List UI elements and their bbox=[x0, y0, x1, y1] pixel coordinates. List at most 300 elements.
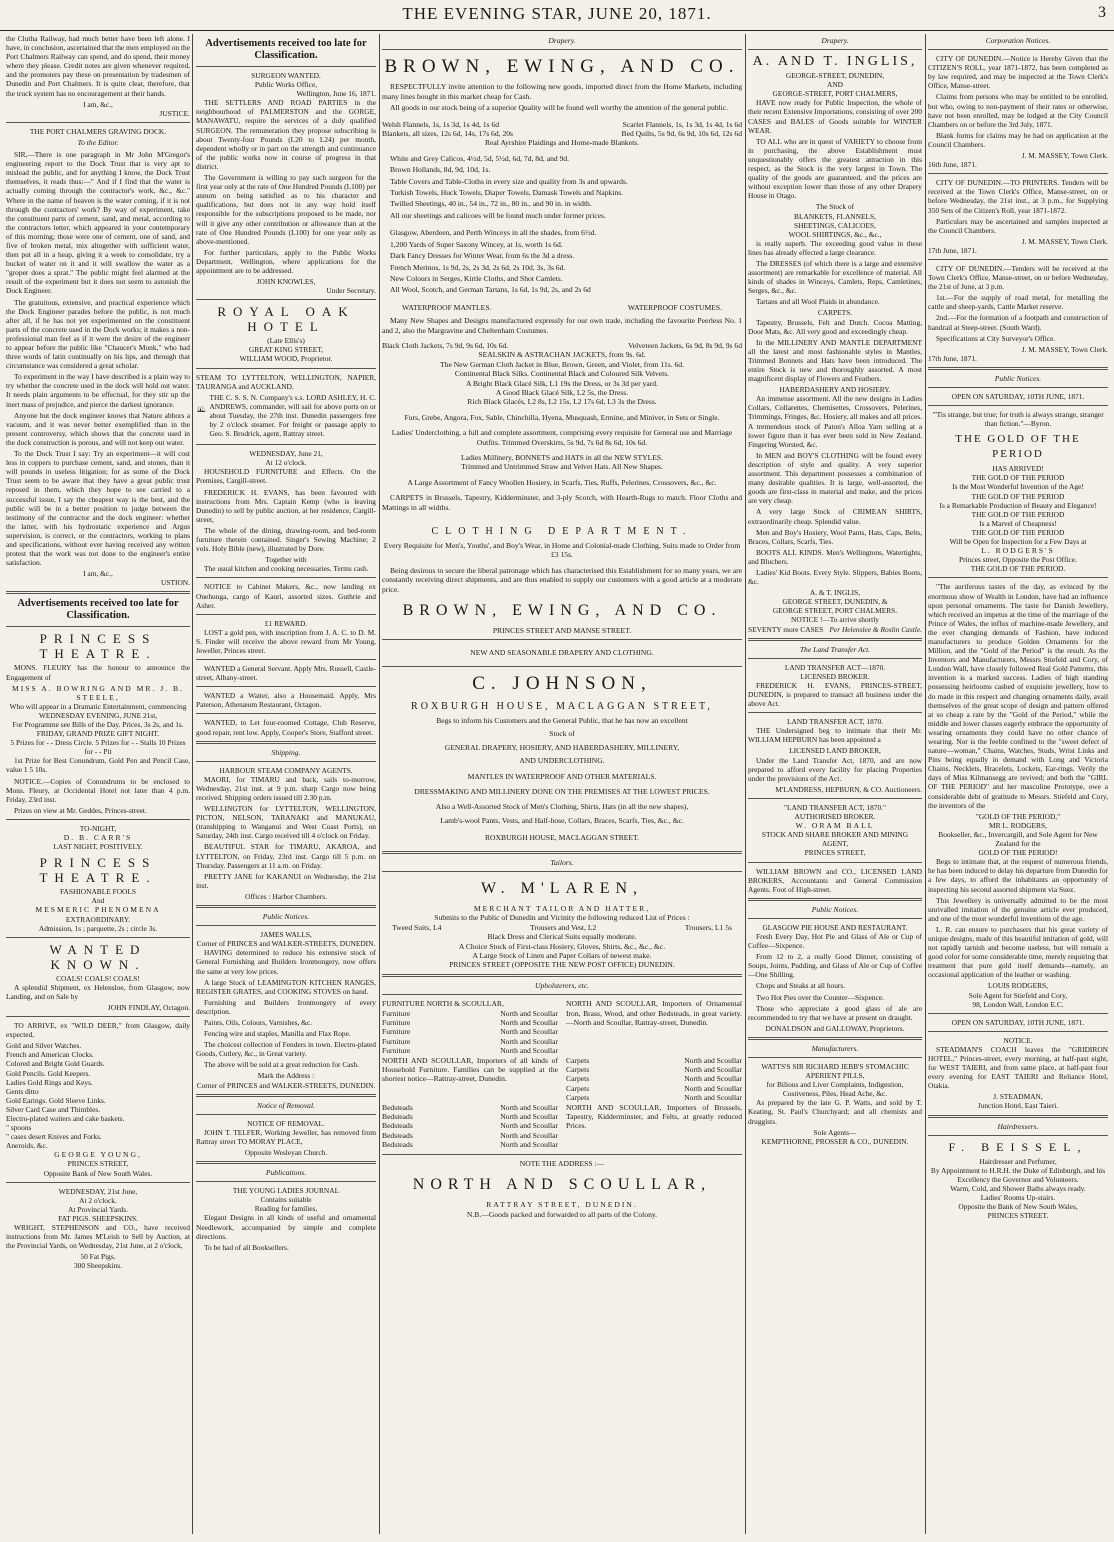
divider bbox=[196, 1161, 376, 1164]
ad-text: THE GOLD OF THE PERIOD. bbox=[970, 564, 1066, 574]
page-number: 3 bbox=[1098, 4, 1106, 21]
ad-text: In the MILLINERY AND MANTLE DEPARTMENT all the latest and most fashionable styles in Mantles, Trimmed Bonnets and Hats have been introduced. The entire Stock is new and thoroughly assorted. A most magnificent display of Flowers and Feathers. bbox=[748, 337, 922, 384]
price-item: Furs, Grebe, Angora, Fox, Sable, Chinchilla, Hyena, Musquash, Ermine, and Miniver, in Sets or Single. bbox=[404, 412, 720, 422]
list-item: Gold Earings. Gold Sleeve Links. bbox=[6, 1095, 106, 1105]
price-item: The New German Cloth Jacket in Blue, Brown, Green, and Violet, from 11s. 6d. bbox=[440, 359, 684, 369]
table-row: Bedsteads North and Scoullar bbox=[382, 1130, 558, 1140]
ad-text: Fencing wire and staples, Manilla and Flax Rope. bbox=[204, 1029, 351, 1039]
section-heading: Drapery. bbox=[821, 36, 849, 45]
list-item: Colored and Bright Gold Guards. bbox=[6, 1059, 105, 1069]
ad-text: THE GOLD OF THE PERIOD bbox=[971, 527, 1065, 537]
divider bbox=[6, 591, 190, 594]
table-row: Carpets North and Scoullar bbox=[566, 1055, 742, 1065]
ad-text: AND UNDERCLOTHING. bbox=[519, 756, 605, 766]
section-heading: Tailors. bbox=[550, 857, 574, 867]
ad-text: GEORGE YOUNG, bbox=[54, 1150, 142, 1160]
ad-heading: LAND TRANSFER ACT, 1870. bbox=[786, 717, 884, 727]
ad-text: Stock of bbox=[549, 729, 575, 739]
divider bbox=[928, 49, 1108, 50]
column-1 bbox=[6, 34, 190, 1534]
divider bbox=[748, 658, 922, 659]
divider bbox=[928, 577, 1108, 578]
ad-text: PRETTY JANE for KAKANUI on Wednesday, the 21st inst. bbox=[196, 871, 376, 890]
ad-text: RATTRAY STREET, DUNEDIN. bbox=[486, 1200, 638, 1210]
divider bbox=[196, 1114, 376, 1115]
ad-text: HOUSEHOLD FURNITURE and Effects. On the Premises, Cargill-street. bbox=[196, 467, 376, 486]
ad-heading: GLASGOW PIE HOUSE AND RESTAURANT. bbox=[762, 922, 908, 932]
table-row: Bedsteads North and Scoullar bbox=[382, 1140, 558, 1150]
ad-text: The whole of the dining, drawing-room, and bed-room furniture therein contained. Singer's Sewing Machine; 2 vols. Holy Bible (new), illustrated by Dore. bbox=[196, 525, 376, 554]
ad-text: For further particulars, apply to the Public Works Department, Wellington, where applications for the appointment are to be addressed. bbox=[196, 247, 376, 275]
ad-text: WELLINGTON for LYTTELTON, WELLINGTON, PICTON, NELSON, TARANAKI and MANUKAU, (transhipping to Wanganui and West Coast Ports), on Saturday, 24th inst. Cargo received till 4 o'clock on Friday. bbox=[196, 804, 376, 841]
ad-text: GEORGE STREET, PORT CHALMERS. bbox=[772, 606, 898, 616]
ad-heading: NOTICE OF REMOVAL. bbox=[247, 1118, 325, 1128]
divider bbox=[196, 713, 376, 714]
ad-text: WILLIAM WOOD, Proprietor. bbox=[239, 354, 333, 364]
section-heading: Shipping. bbox=[271, 747, 301, 757]
ad-text: From 12 to 2, a really Good Dinner, consisting of Soups, Joints, Pudding, and Glass of Ale or Cup of Coffee—One Shilling. bbox=[748, 952, 922, 980]
ad-text: LICENSED BROKER. bbox=[800, 671, 870, 681]
ad-text: NORTH AND SCOULLAR, Importers of Brussels, Tapestry, Kidderminster, and Felts, at greatly reduced Prices. bbox=[566, 1102, 742, 1131]
ad-text: THE GOLD OF THE PERIOD bbox=[971, 491, 1065, 501]
list-item: Silver Card Case and Thimbles. bbox=[6, 1104, 101, 1114]
ad-text: WANTED a General Servant. Apply Mrs. Russell, Castle-street, Albany-street. bbox=[196, 664, 376, 683]
price-item: 1,200 Yards of Super Saxony Wincey, at 1s, worth 1s 6d. bbox=[390, 239, 563, 249]
divider bbox=[382, 994, 742, 995]
section-heading: Notice of Removal. bbox=[257, 1100, 315, 1110]
ad-text: WANTED, to Let four-roomed Cottage, Club Reserve, good repair, rent low. Apply, Cooper's Store, Stafford street. bbox=[196, 718, 376, 737]
ad-text: FREDERICK H. EVANS, has been favoured with instructions from Mrs. Captain Kemp (who is leaving Dunedin) to sell by public auction, at her residence, Cargill-street, bbox=[196, 487, 376, 524]
ad-heading: PRINCESS THEATRE. bbox=[39, 855, 157, 886]
ad-text: Sole Agents— bbox=[813, 1127, 857, 1137]
divider bbox=[748, 862, 922, 863]
ad-text: Per Helenslee & Roslin Castle. bbox=[829, 624, 922, 634]
ad-text: BLANKETS, FLANNELS, bbox=[794, 211, 876, 221]
column-rule bbox=[925, 34, 926, 1534]
ad-text: Those who appreciate a good glass of ale are recommended to try that we have at present on draught. bbox=[748, 1003, 922, 1022]
subheading: SEALSKIN & ASTRACHAN JACKETS, from 9s. 6d. bbox=[478, 350, 646, 360]
ad-text: Contains suitable bbox=[260, 1195, 312, 1205]
ad-text: The usual kitchen and cooking necessaries. Terms cash. bbox=[204, 564, 369, 574]
column-3 bbox=[382, 34, 742, 1534]
notice-text: CITY OF DUNEDIN.—Tenders will be received at the Town Clerk's Office, Manse-street, on or before Wednesday, the 21st of June, at 3 p.m. bbox=[928, 263, 1108, 292]
divider bbox=[748, 1037, 922, 1040]
ad-text: Fresh Every Day, Hot Pie and Glass of Ale or Cup of Coffee—Sixpence. bbox=[748, 931, 922, 951]
letter-author: USTION. bbox=[161, 578, 190, 588]
ad-text: TO-NIGHT, bbox=[79, 823, 117, 833]
ad-text: THE Undersigned beg to intimate that their Mr. WILLIAM HEPBURN has been appointed a bbox=[748, 726, 922, 745]
price-item: Trousers and Vest, L2 bbox=[530, 922, 597, 932]
ad-text: is really superb. The exceeding good value in these lines has already effected a large clearance. bbox=[748, 238, 922, 257]
ad-text: PRINCES STREET, bbox=[804, 848, 866, 858]
notice-text: J. M. MASSEY, Town Clerk. bbox=[1021, 236, 1108, 246]
section-heading: Hairdressers. bbox=[997, 1121, 1039, 1131]
ad-text: Ladies' Kid Boots. Every Style. Slippers, Babies Boots, &c. bbox=[748, 567, 922, 587]
ad-text: Men and Boy's Hosiery, Wool Pants, Hats, Caps, Belts, Braces, Collars, Scarfs, Ties. bbox=[748, 527, 922, 546]
ad-text: At 2 o'clock. bbox=[79, 1195, 117, 1205]
ad-text: Many New Shapes and Designs manufactured expressly for our own trade, including the favourite Peerless No. 1 and 2, also the Margravine and Cheltenham Costumes. bbox=[382, 316, 742, 335]
divider bbox=[6, 937, 190, 938]
ad-text: GEORGE STREET, DUNEDIN, & bbox=[782, 597, 888, 607]
ad-text: 5 Prizes for - - Dress Circle. 5 Prizes for - - Stalls 10 Prizes for - - Pit bbox=[10, 738, 186, 757]
price-item: Blankets, all sizes, 12s 6d, 14s, 17s 6d, 20s bbox=[382, 129, 513, 139]
ad-text: D. B. CARR'S bbox=[63, 833, 133, 843]
ad-text: MONS. FLEURY has the honour to announce the Engagement of bbox=[6, 663, 190, 682]
ad-text: The choicest collection of Fenders in town. Electro-plated Goods, Cutlery, &c., in Great variety. bbox=[196, 1040, 376, 1059]
ad-text: JOHN FINDLAY, Octagon. bbox=[107, 1002, 190, 1012]
ad-text: NOTICE !—To arrive shortly bbox=[791, 615, 879, 625]
section-heading: Advertisements received too late for Classification. bbox=[205, 38, 367, 61]
ad-heading: FURNITURE NORTH & SCOULLAR, bbox=[382, 999, 504, 1009]
ad-text: Furnishing and Builders Ironmongery of every description. bbox=[196, 997, 376, 1016]
ad-text: DONALDSON and GALLOWAY, Proprietors. bbox=[765, 1023, 905, 1033]
ad-heading: THE GOLD OF THE PERIOD bbox=[955, 433, 1081, 461]
table-row: Carpets North and Scoullar bbox=[566, 1093, 742, 1103]
column-4 bbox=[748, 34, 922, 1534]
ad-text: FRIDAY, GRAND PRIZE GIFT NIGHT. bbox=[36, 729, 160, 739]
ad-heading: LAND TRANSFER ACT—1870. bbox=[784, 662, 886, 672]
ad-subheading: MERCHANT TAILOR AND HATTER, bbox=[473, 903, 651, 913]
ad-text: LOUIS RODGERS, bbox=[988, 981, 1048, 991]
ad-text: Together with bbox=[265, 555, 307, 565]
divider bbox=[382, 49, 742, 50]
ad-text: PRINCES STREET AND MANSE STREET. bbox=[492, 626, 632, 636]
list-item: Electro-plated waiters and cake baskets. bbox=[6, 1114, 125, 1123]
ad-text: GEORGE-STREET, PORT CHALMERS, bbox=[772, 89, 898, 99]
ad-heading: WATTS'S SIR RICHARD JEBB'S STOMACHIC APERIENT PILLS, bbox=[761, 1062, 909, 1081]
letter-text: the Clutha Railway, had much better have been left alone. I have, in conclusion, ascertained that the men employed on the Port Chalmers Railway can spend, and do spend, their money where they please. Credit notes are given whenever required, and the promoters pay these on presentation by tradesmen of Dunedin and Port Chalmers. It is quite clear, therefore, that the truck system has no encouragement at their hands. bbox=[6, 34, 190, 98]
ad-text: N.B.—Goods packed and forwarded to all parts of the Colony. bbox=[466, 1209, 658, 1219]
ad-text: STEADMAN'S COACH leaves the "GRIDIRON HOTEL," Princes-street, every morning, at half-past eight, for WEST TAIERI, and from same place, at half-past four every evening for EAST TAIERI and Reliance Hotel, Otakia. bbox=[928, 1044, 1108, 1091]
divider bbox=[196, 577, 376, 578]
ad-text: WEDNESDAY, 21st June, bbox=[58, 1186, 138, 1196]
ad-text: W. ORAM BALL bbox=[795, 821, 875, 831]
divider bbox=[748, 898, 922, 901]
ad-heading: JAMES WALLS, bbox=[260, 930, 312, 940]
price-item: All Wool, Scotch, and German Tartans, 1s 6d, 1s 9d, 2s, and 2s 6d bbox=[390, 285, 591, 295]
divider bbox=[748, 1057, 922, 1058]
price-item: Twilled Sheetings, 40 in., 54 in., 72 in., 80 in., and 90 in. in width. bbox=[390, 199, 592, 209]
newspaper-title: THE EVENING STAR, JUNE 20, 1871. bbox=[402, 4, 712, 23]
table-row: Carpets North and Scoullar bbox=[566, 1074, 742, 1084]
list-item: " cases desert Knives and Forks. bbox=[6, 1132, 102, 1142]
notice-date: 17th June, 1871. bbox=[928, 353, 977, 363]
table-row: Furniture North and Scoullar bbox=[382, 1027, 558, 1037]
divider bbox=[382, 851, 742, 854]
ad-text: MR L. RODGERS, bbox=[989, 820, 1047, 830]
ad-text: FASHIONABLE FOOLS bbox=[59, 887, 137, 897]
north-scoullar-grid bbox=[382, 999, 742, 1150]
article-paragraph: To the Dock Trust I say: Try an experiment—it will cost less in coppers to purchase cement, sand, and stones, than it will pounds in useless litigation; for as some of the Dock Trust seem to be aware that they have a great public trust reposed in them, which they hope to see carried to a successful issue, I say the cheapest way is the best, and the public will be in a better position to judge between the testimony of the contractor and the dock engineer: whether the latter, with his hydrostatic experience and Argus supervision, is correct, or the contractors, working to plans and specifications, without ever having received any written protest that the work was not done to the engineer's entire satisfaction. bbox=[6, 449, 190, 568]
ad-text: 300 Sheepskins. bbox=[73, 1261, 123, 1271]
ad-text: MESMERIC PHENOMENA bbox=[35, 905, 161, 915]
article-paragraph: The gratuitous, extensive, and practical experience which the Dock Engineer parades before the public, is not much after all, if he has not yet experimented on the constituent parts of the concrete used in the Dock works; it makes a non-professional man feel as if it were the desire of the engineer to appear before the public like "Chaucer's Monk," who had three words of latin continually on his lips, and through that circumstance was considered a great scholar. bbox=[6, 297, 190, 371]
price-item: Trousers, L1 5s bbox=[684, 922, 732, 932]
ad-text: Begs to intimate that, at the request of numerous friends, he has been induced to delay his departure from Dunedin for a few days, to afford the inhabitants an opportunity of inspecting his second assorted shipment via Suez. bbox=[928, 857, 1108, 894]
ad-text: AUTHORISED BROKER. bbox=[794, 812, 876, 822]
ad-text: Public Works Office, bbox=[254, 80, 318, 90]
price-item: Dark Fancy Dresses for Winter Wear, from 6s the 3d a dress. bbox=[390, 251, 575, 261]
divider bbox=[928, 173, 1108, 174]
ad-text: Bookseller, &c., Invercargill, and Sole Agent for New Zealand for the bbox=[938, 829, 1098, 849]
section-heading: Advertisements received too late for Classification. bbox=[17, 598, 179, 622]
ad-text: NORTH AND SCOULLAR, Importers of all kinds of Household Furniture. Families can be supplied at the shortest notice—Rattray-street, Dunedin. bbox=[382, 1055, 558, 1084]
ad-text: A. & T. INGLIS, bbox=[809, 588, 861, 598]
divider bbox=[196, 614, 376, 615]
ad-text: LICENSED LAND BROKER, bbox=[789, 746, 881, 756]
ad-text: Hairdresser and Perfumer, bbox=[979, 1156, 1057, 1166]
ad-text: KEMPTHORNE, PROSSER & CO., DUNEDIN. bbox=[761, 1136, 909, 1146]
price-item: A Large Assortment of Fancy Woollen Hosiery, in Scarfs, Ties, Ruffs, Pelerines, Crossovers, &c., &c. bbox=[407, 477, 717, 487]
notice-text: Specifications at City Surveyor's Office. bbox=[936, 333, 1056, 343]
ad-text: NOTICE.—Copies of Conundrums to be enclosed to Mons. Fleury, at Occidental Hotel not later than 4 p.m. Friday, 23rd inst. bbox=[6, 776, 190, 804]
ad-text: M'LANDRESS, HEPBURN, & CO. Auctioneers. bbox=[775, 784, 922, 794]
subheading: WATERPROOF MANTLES. bbox=[402, 302, 492, 312]
notice-text: Blank forms for claims may be had on application at the Council Chambers. bbox=[928, 130, 1108, 149]
list-item: " spoons bbox=[6, 1123, 32, 1133]
ad-text: And bbox=[91, 896, 105, 906]
price-item: Brown Hollands, 8d, 9d, 10d, 1s. bbox=[390, 165, 491, 175]
section-heading: Corporation Notices. bbox=[985, 36, 1051, 45]
column-5 bbox=[928, 34, 1108, 1534]
table-row: Bedsteads North and Scoullar bbox=[382, 1102, 558, 1112]
ad-text: "The auriferous tastes of the day, as evinced by the enormous show of Wealth in London, have had an influence upon personal ornaments. The taste for Danish Jewellery, which received an impetus at the time of the marriage of the Prince of Wales, the influx of machine-made Jewellery, and the ever changing demands of Fashion, have induced manufacturers to produce Golden Ornaments for the Million, and the "Gold of the Period" is the result. As the Inventors and Manufacturers, Messrs Stiefeld and Cory, of London Wall, have closely followed Real Gold Patterns, this invention is a marked success. Ladies of high standing possessing heirlooms cashed of exquisite jewellery, how to do made in this respect and changing ornaments daily, avail themselves of the great scope of design and pattern offered at so cheap a rate by the "Gold of the Period," while the middle and lower classes eagerly embrace the opportunity of wearing ornaments they could have no other chance of wearing. Nor is the feeble confined to the "sweet defect of nature—woman," Chains, Watches, Studs, Wrist Links and Pins being equally in demand with Long and Victoria Chains, Necklets, Bracelets, Lockets, Ear-rings. Verily the days of Miss Kilmansegg are revived; and both the "GIRL OF THE PERIOD" and her masculine Prototype, owe a considerable debt of gratitude to Messrs. Stiefeld and Cory, the inventors of the bbox=[928, 582, 1108, 810]
divider bbox=[928, 405, 1108, 406]
price-item: French Merinos, 1s 9d, 2s, 2s 3d, 2s 6d, 2s 10d, 3s, 3s 6d. bbox=[390, 262, 566, 272]
notice-text: CITY OF DUNEDIN.—Notice is Hereby Given that the CITIZEN'S ROLL, year 1871-1872, has been completed as by law required, and may be inspected at the Town Clerk's Office, Manse-street. bbox=[928, 54, 1108, 91]
divider bbox=[6, 122, 190, 123]
ad-text: Also a Well-Assorted Stock of Men's Clothing, Shirts, Hats (in all the new shapes), bbox=[435, 802, 689, 812]
notice-text: Claims from persons who may be entitled to be enrolled, but who, owing to non-payment of their rates or otherwise, have not been enrolled, may be lodged at the City Council Chambers on or before the 3rd July, 1871. bbox=[928, 92, 1108, 129]
ad-text: J. STEADMAN, bbox=[993, 1092, 1043, 1102]
ad-text: This Jewellery is universally admitted to be the most unrivalled imitation of the genuine article ever produced, and one of the most wonderful inventions of the age. bbox=[928, 895, 1108, 923]
letter-sign: I am, &c., bbox=[83, 569, 113, 579]
ad-text: NOTICE to Cabinet Makers, &c., now landing ex Onehunga, cargo of Kauri, assorted sizes. Guthrie and Asher. bbox=[196, 582, 376, 610]
ad-heading: BROWN, EWING, AND CO. bbox=[384, 56, 740, 78]
section-heading: Publications. bbox=[265, 1168, 307, 1178]
divider bbox=[382, 1154, 742, 1155]
price-item: Velveteen Jackets, 6s 9d, 8s 9d, 9s 6d bbox=[628, 340, 742, 350]
ad-text: Warm, Cold, and Shower Baths always ready. bbox=[950, 1183, 1086, 1193]
ad-heading: C. JOHNSON, bbox=[472, 672, 652, 694]
ad-heading: STEAM TO LYTTELTON, WELLINGTON, NAPIER, TAURANGA and AUCKLAND. bbox=[196, 372, 376, 391]
ad-text: LAST NIGHT, POSITIVELY. bbox=[53, 842, 143, 852]
table-row: Furniture North and Scoullar bbox=[382, 1008, 558, 1018]
ad-text: Princes street, Opposite the Post Office. bbox=[959, 555, 1077, 565]
ad-text: BOOTS ALL KINDS. Men's Wellingtons, Watertights, and Bluchers. bbox=[748, 547, 922, 566]
ad-text: OPEN ON SATURDAY, 10TH JUNE, 1871. bbox=[951, 1017, 1085, 1027]
ad-text: At 12 o'clock. bbox=[265, 458, 307, 468]
ad-text: A large Stock of LEAMINGTON KITCHEN RANGES, REGISTER GRATES, and COOKING STOVES on hand. bbox=[196, 977, 376, 996]
section-heading: Upholsterers, etc. bbox=[535, 980, 589, 990]
ad-heading: F. BEISSEL, bbox=[948, 1139, 1088, 1154]
price-item: Real Ayrshire Plaidings and Home-made Blankets. bbox=[484, 138, 640, 148]
ad-text: GEORGE-STREET, DUNEDIN, bbox=[785, 71, 885, 81]
ad-text: To be had of all Booksellers. bbox=[204, 1242, 289, 1252]
ad-heading: TO ARRIVE, ex "WILD DEER," from Glasgow, daily expected, bbox=[6, 1021, 190, 1040]
subheading: WATERPROOF COSTUMES. bbox=[627, 302, 722, 312]
ad-text: PRINCES STREET. bbox=[987, 1211, 1049, 1221]
list-item: Aneroids, &c. bbox=[6, 1141, 48, 1151]
price-item: Table Covers and Table-Cloths in every size and quality from 3s and upwards. bbox=[390, 176, 628, 186]
ad-text: By Appointment to H.R.H. the Duke of Edinburgh, and his Excellency the Governor and Volunteers. bbox=[930, 1165, 1106, 1184]
notice-text: J. M. MASSEY, Town Clerk. bbox=[1021, 344, 1108, 354]
ad-text: Submits to the Public of Dunedin and Vicinity the following reduced List of Prices : bbox=[434, 913, 690, 923]
ad-text: AND bbox=[826, 80, 843, 90]
ad-text: ROXBURGH HOUSE, MACLAGGAN STREET. bbox=[484, 833, 640, 843]
column-rule bbox=[379, 34, 380, 1534]
ad-text: Tartans and all Wool Plaids in abundance. bbox=[756, 297, 880, 307]
ad-text: OPEN ON SATURDAY, 10TH JUNE, 1871. bbox=[951, 392, 1085, 401]
section-heading: Manufacturers. bbox=[811, 1043, 859, 1053]
divider bbox=[748, 712, 922, 713]
ad-text: Being desirous to secure the liberal patronage which has characterised this Establishment for so many years, we are constantly receiving direct shipments, and are thus enabled to supply our customers with a good article at a moderate price. bbox=[382, 565, 742, 594]
table-row: Furniture North and Scoullar bbox=[382, 1018, 558, 1027]
ad-heading: £1 REWARD. bbox=[264, 618, 308, 628]
section-heading: Public Notices. bbox=[811, 904, 859, 914]
ad-text: Ladies' Rooms Up-stairs. bbox=[980, 1193, 1056, 1203]
list-item: Ladies Gold Rings and Keys. bbox=[6, 1077, 93, 1087]
table-row: Bedsteads North and Scoullar bbox=[382, 1121, 558, 1131]
ad-text: GENERAL DRAPERY, HOSIERY, AND HABERDASHERY, MILLINERY, bbox=[444, 742, 680, 752]
ad-text: PRINCES STREET (OPPOSITE THE NEW POST OFFICE) DUNEDIN. bbox=[449, 960, 675, 970]
ad-text: A very large Stock of CRIMEAN SHIRTS, extraordinarily cheap. Splendid value. bbox=[748, 507, 922, 526]
ad-text: NEW AND SEASONABLE DRAPERY AND CLOTHING. bbox=[470, 648, 654, 658]
ad-text: Begs to inform his Customers and the General Public, that he has now an excellent bbox=[436, 715, 688, 725]
steamship-icon bbox=[196, 393, 206, 425]
ad-text: Corner of PRINCES and WALKER-STREETS, DUNEDIN. bbox=[196, 1080, 376, 1090]
ad-heading: THE YOUNG LADIES JOURNAL bbox=[232, 1186, 340, 1196]
ad-text: Opposite Bank of New South Wales. bbox=[43, 1168, 153, 1178]
notice-text: 1st.—For the supply of road metal, for metalling the cattle and sheep-yards, Cattle Market reserve. bbox=[928, 293, 1108, 312]
ad-text: THE SETTLERS AND ROAD PARTIES in the neighbourhood of PALMERSTON and the GORGE, MANAWATU, require the services of a duly qualified SURGEON. The remuneration they propose subscribing is about Twenty-four Pounds (L20 to L24) per month, dependent wholly or in part on the strength and continuance of the public works now in course of progress in that district. bbox=[196, 98, 376, 171]
ad-text: Two Hot Pies over the Counter—Sixpence. bbox=[756, 992, 884, 1002]
ad-text: Tapestry, Brussels, Felt and Dutch. Cocoa Matting, Door Mats, &c. All very good and exceedingly cheap. bbox=[748, 317, 922, 336]
table-row: Bedsteads North and Scoullar bbox=[382, 1112, 558, 1122]
price-item: Scarlet Flannels, 1s, 1s 3d, 1s 4d, 1s 6d bbox=[622, 119, 742, 129]
divider bbox=[928, 1031, 1108, 1032]
price-item: Glasgow, Aberdeen, and Perth Winceys in all the shades, from 6½d. bbox=[390, 228, 597, 238]
divider bbox=[6, 819, 190, 820]
ad-text: Corner of PRINCES and WALKER-STREETS, DUNEDIN. bbox=[196, 939, 376, 949]
divider bbox=[382, 871, 742, 872]
ad-text: WOOL SHIRTINGS, &c., &c., bbox=[788, 229, 882, 239]
ad-text: JOHN KNOWLES, bbox=[256, 277, 316, 287]
ad-text: The Government is willing to pay such surgeon for the first year only at the rate of One Hundred Pounds (L100) per annum on being satisfied as to his character and qualifications, but does not in any way hold itself responsible for the subscriptions proposed to be made, nor will it give any other contribution or allowance than at the rate of One Hundred Pounds (L100) for one year only as above-mentioned. bbox=[196, 173, 376, 246]
column-rule bbox=[745, 34, 746, 1534]
ad-text: THE C. S. S. N. Company's s.s. LORD ASHLEY, H. C. ANDREWS, commander, will sail for above ports on or about Tuesday, the 27th inst. Dunedin passengers free by 2 o'clock steamer. For freight or passage apply to Geo. S. Brodrick, agent, Rattray street. bbox=[209, 392, 376, 439]
ad-heading: "LAND TRANSFER ACT, 1870." bbox=[783, 802, 887, 812]
ad-text: WRIGHT, STEPHENSON and CO., have received instructions from Mr. James M'Leish to Sell by Auction, at the Provincial Yards, on Wednesday, 21st June, at 2 o'clock, bbox=[6, 1223, 190, 1251]
ad-text: NORTH AND SCOULLAR, Importers of Ornamental Iron, Brass, Wood, and other Bedsteads, in great variety.—North and Scoullar, Rattray-street, Dunedin. bbox=[566, 999, 742, 1027]
ad-text: DRESSMAKING AND MILLINERY DONE ON THE PREMISES AT THE LOWEST PRICES. bbox=[414, 786, 710, 796]
ad-text: Under the Land Transfer Act, 1870, and are now prepared to afford every facility for placing Properties under the provisions of the Act. bbox=[748, 755, 922, 783]
ad-subheading: HABERDASHERY AND HOSIERY. bbox=[779, 385, 891, 395]
divider bbox=[196, 659, 376, 660]
ad-heading: SURGEON WANTED. bbox=[251, 71, 321, 80]
ad-text: Prizes on view at Mr. Geddes, Princes-street. bbox=[14, 805, 147, 815]
ad-text: Paints, Oils, Colours, Varnishes, &c. bbox=[204, 1017, 313, 1027]
letter-sign: I am, &c., bbox=[83, 99, 113, 109]
section-heading: Public Notices. bbox=[262, 912, 310, 922]
ad-text: COALS! COALS! COALS! bbox=[56, 973, 140, 983]
ad-text: "GOLD OF THE PERIOD," bbox=[975, 811, 1061, 821]
ad-text: BEAUTIFUL STAR for TIMARU, AKAROA, and LYTTELTON, on Friday, 23rd inst. Cargo till 5 p.m. on Thursday. Passengers at 11 a.m. on Friday. bbox=[196, 842, 376, 870]
divider bbox=[6, 626, 190, 627]
letter-author: JUSTICE. bbox=[159, 108, 190, 118]
divider bbox=[748, 918, 922, 919]
masthead bbox=[0, 0, 1114, 31]
ad-text: At Provincial Yards. bbox=[68, 1204, 128, 1214]
section-heading: The Land Transfer Act. bbox=[799, 644, 871, 654]
divider bbox=[748, 638, 922, 641]
ad-text: Opposite Wesleyan Church. bbox=[244, 1148, 328, 1157]
ad-signature: BROWN, EWING, AND CO. bbox=[402, 602, 722, 620]
ad-text: Chops and Steaks at all hours. bbox=[756, 981, 846, 991]
divider bbox=[748, 798, 922, 799]
ad-heading: PRINCESS THEATRE. bbox=[39, 631, 157, 662]
divider bbox=[928, 387, 1108, 388]
ad-text: GREAT KING STREET, bbox=[248, 345, 324, 355]
divider bbox=[382, 666, 742, 667]
ad-text: Is a Remarkable Production of Beauty and Elegance! bbox=[939, 500, 1097, 510]
ad-text: "'Tis strange, but true; for truth is always strange, stranger than fiction."—Byron. bbox=[932, 410, 1104, 429]
section-heading: Drapery. bbox=[548, 36, 576, 45]
ad-text: An immense assortment. All the new designs in Ladies Collars, Collarettes, Chemisettes, Crossovers, Pelerines, Trimmings, Fringes, &c. Hosiery, all makes and all prices. A tremendous stock of Paton's Alloa Yarn selling at a lower figure than it has ever been sold in New Zealand. Fingering Worsted, &c. bbox=[748, 394, 922, 449]
divider bbox=[6, 1182, 190, 1183]
divider bbox=[6, 1016, 190, 1017]
section-heading: Public Notices. bbox=[994, 373, 1042, 383]
ad-text: HAVING determined to reduce his extensive stock of General Furnishing and Builders Ironmongery, now offers the same at very low prices. bbox=[196, 948, 376, 976]
divider bbox=[928, 1115, 1108, 1118]
price-item: All our sheetings and calicoes will be found much under former prices. bbox=[390, 210, 606, 220]
ad-text: 1st Prize for Best Conundrum, Gold Pen and Pencil Case, value 1 5 10s. bbox=[6, 756, 190, 775]
divider bbox=[196, 741, 376, 744]
table-row: Carpets North and Scoullar bbox=[566, 1083, 742, 1093]
ad-text: 50 Fat Pigs. bbox=[80, 1252, 116, 1262]
divider bbox=[196, 925, 376, 926]
ad-text: Every Requisite for Men's, Youths', and Boy's Wear, in Home and Colonial-made Clothing, Suits made to Order from £3 15s. bbox=[383, 541, 741, 560]
ad-text: Will be Open for Inspection for a Few Days at bbox=[949, 537, 1087, 547]
ad-signature: NORTH AND SCOULLAR, bbox=[412, 1176, 712, 1194]
ad-text: (Late Ellis's) bbox=[267, 336, 305, 346]
price-item: A Good Black Glacé Silk, L2 5s, the Dress. bbox=[495, 387, 629, 397]
ad-text: As prepared by the late G. P. Watts, and sold by T. Keating, St. Paul's Churchyard; and all chemists and druggists. bbox=[748, 1098, 922, 1126]
ad-text: The DRESSES (of which there is a large and extensive assortment) are remarkable for excellence of material. All kinds of shades in Winceys, Camlets, Reps, Camletines, Serges, &c., &c. bbox=[748, 258, 922, 296]
divider bbox=[748, 49, 922, 50]
ad-text: Is a Marvel of Cheapness! bbox=[979, 518, 1057, 528]
ad-text: The Stock of bbox=[815, 202, 855, 212]
table-row: Carpets North and Scoullar bbox=[566, 1065, 742, 1075]
ad-text: Offices : Harbor Chambers. bbox=[245, 891, 327, 901]
ad-text: EXTRAORDINARY. bbox=[65, 914, 131, 924]
column-2 bbox=[196, 34, 376, 1534]
price-item: Continental Black Silks. Continental Black and Coloured Silk Velvets. bbox=[454, 369, 670, 379]
divider bbox=[928, 259, 1108, 260]
price-item: Black Cloth Jackets, 7s 9d, 9s 6d, 10s 6d. bbox=[382, 340, 509, 350]
divider bbox=[928, 367, 1108, 370]
list-item: Gold Pencils. Gold Keepers. bbox=[6, 1068, 91, 1078]
divider bbox=[928, 1135, 1108, 1136]
notice-text: 2nd.—For the formation of a footpath and construction of handrail at Steep-street. (South Ward). bbox=[928, 313, 1108, 332]
ad-text: MANTLES IN WATERPROOF AND OTHER MATERIALS. bbox=[467, 771, 657, 781]
ad-text: In MEN and BOY'S CLOTHING will be found every description of style and quality. A very superior assortment. This department possesses a combination of many desirable qualities. It is large, well-assorted, the goods are first-class in material and make, and the prices are very cheap. bbox=[748, 450, 922, 506]
price-item: Ladies Millinery, BONNETS and HATS in all the NEW STYLES. bbox=[460, 453, 664, 462]
ad-heading: W. M'LAREN, bbox=[480, 879, 644, 897]
ad-text: SHEETINGS, CALICOES, bbox=[794, 220, 876, 230]
ad-text: Admission, 1s ; parquette, 2s ; circle 3s. bbox=[38, 923, 158, 933]
ad-text: A splendid Shipment, ex Helensloe, from Glasgow, now Landing, and on Sale by bbox=[6, 982, 190, 1001]
